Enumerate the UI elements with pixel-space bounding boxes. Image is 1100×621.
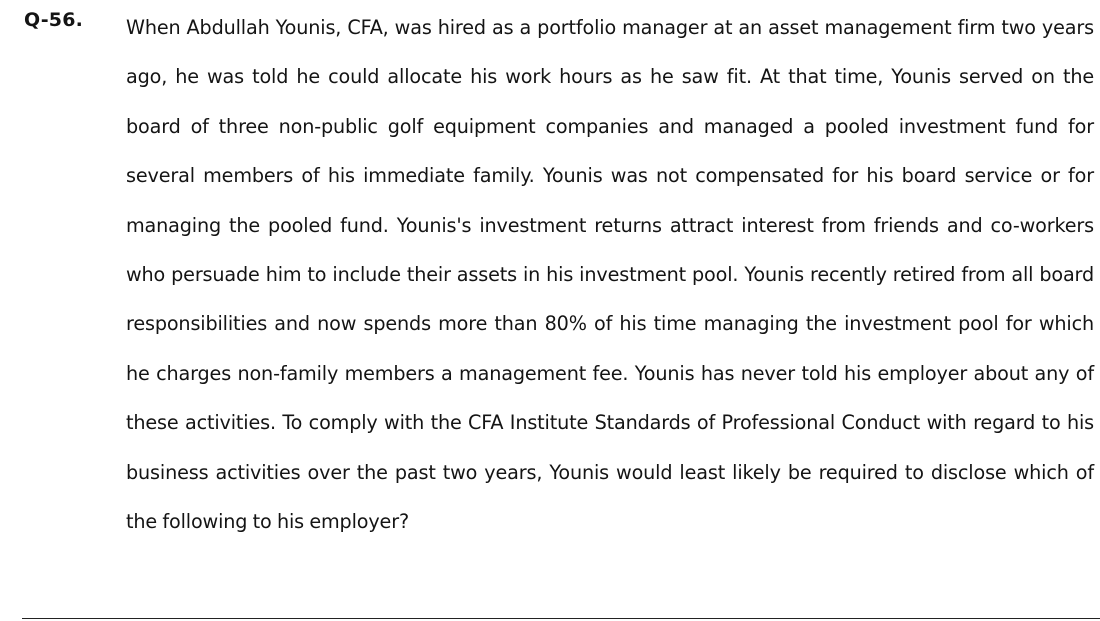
question-text: When Abdullah Younis, CFA, was hired as a portfolio manager at an asset management firm two years ago, he was told he could allocate his work hours as he saw fit. At that time, Younis served on the board of three non-public golf equipment companies and managed a pooled investment fund for several members of his immediate family. Younis was not compensated for his board service or for managing the pooled fund. Younis's investment returns attract interest from friends and co-workers who persuade him to include their assets in his investment pool. Younis recently retired from all board responsibilities and now spends more than 80% of his time managing the investment pool for which he charges non-family members a management fee. Younis has never told his employer about any of these activities. To comply with the CFA Institute Standards of Professional Conduct with regard to his business activities over the past two years, Younis would least likely be required to disclose which of the following to his employer? [126,16,1094,534]
question-number: Q-56. [24,9,84,31]
bottom-rule [22,618,1100,619]
